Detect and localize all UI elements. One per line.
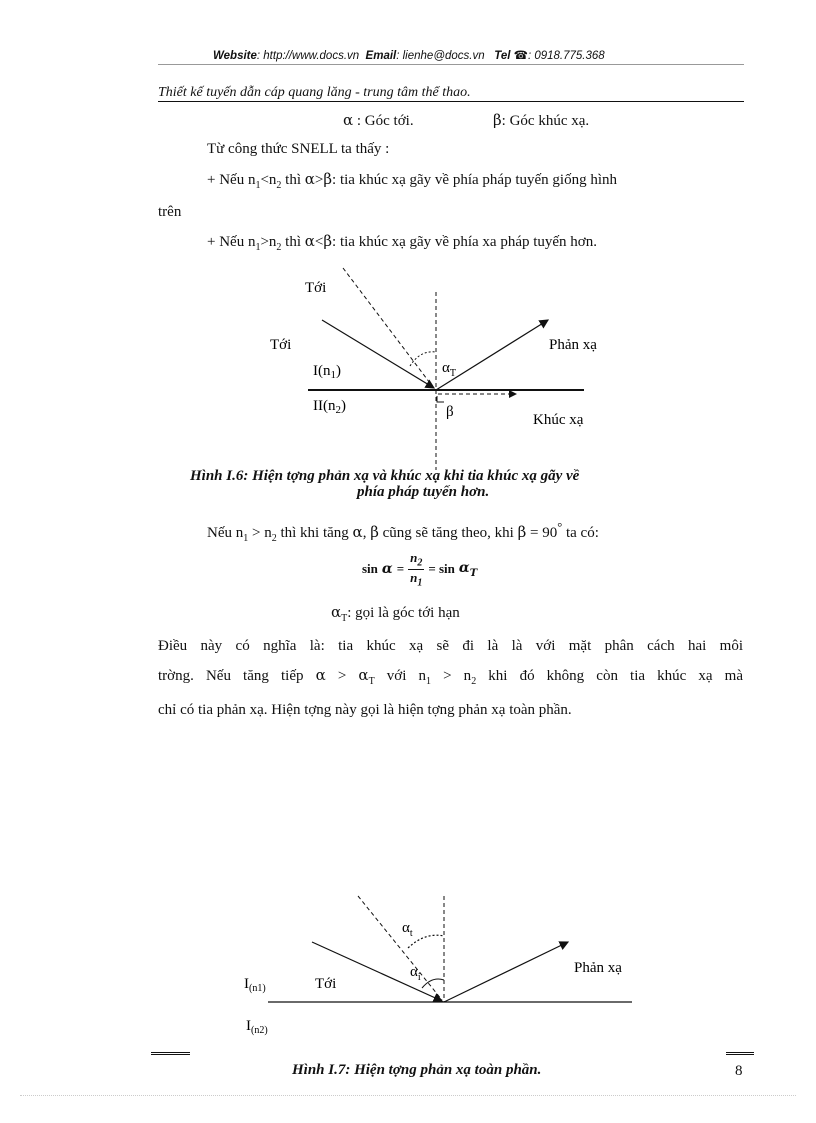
email-value[interactable]: : lienhe@docs.vn [396, 50, 485, 62]
tel-value: : 0918.775.368 [527, 50, 605, 62]
label-alpha-i-2: $\alpha_i$ [410, 964, 421, 983]
subheader: Thiết kế tuyến dẫn cáp quang lăng - trung tâm thể thao. [158, 85, 471, 100]
alpha-description: : Góc tới. [356, 113, 414, 129]
right-angle-mark [437, 396, 444, 402]
beta-symbol: β [493, 111, 502, 129]
label-beta: β [446, 404, 454, 420]
snell-intro: Từ công thức SNELL ta thấy : [207, 141, 390, 157]
critical-angle-sentence: Nếu $n_1 > n_2$ thì khi tăng α, β cũng sẽ tăng theo, khi β = 90° ta có: [207, 520, 599, 544]
label-alpha-t-2: $\alpha_t$ [402, 920, 413, 939]
total-reflection-paragraph [158, 632, 743, 725]
beta-description: : Góc khúc xạ. [501, 113, 590, 129]
label-medium-1-2: $I_{(n1)}$ [244, 976, 266, 994]
label-refracted: Khúc xạ [533, 412, 584, 428]
reflected-ray [436, 320, 548, 390]
page-bottom-rule [20, 1095, 796, 1096]
label-reflected-2: Phản xạ [574, 960, 622, 976]
footer-left-rule [151, 1052, 190, 1055]
critical-ray-dashed [358, 896, 442, 1000]
figure-total-reflection-diagram [0, 870, 816, 1050]
figure-1-caption-line-2: phía pháp tuyến hơn. [357, 484, 490, 500]
label-alpha-t: $\alpha_T$ [442, 360, 456, 379]
figure-refraction-diagram [0, 0, 816, 480]
paragraph-line-3: chỉ có tia phản xạ. Hiện tợng này gọi là hiện tợng phản xạ toàn phần. [158, 702, 572, 718]
critical-angle-formula: sin α = $\frac{n_2}{n_1}$ = sin $\alpha_T$ [362, 550, 478, 589]
incident-ray-dashed [343, 268, 433, 387]
label-medium-1: $I(n_1)$ [313, 363, 341, 381]
incident-ray-2 [312, 942, 442, 1001]
page-number: 8 [735, 1063, 743, 1079]
label-incident-2: Tới [315, 976, 337, 992]
label-medium-2-2: $I_{(n2)}$ [246, 1018, 268, 1036]
alpha-t-arc [408, 935, 444, 948]
label-incident: Tới [270, 337, 292, 353]
figure-1-caption-line-1: Hình I.6: Hiện tợng phản xạ và khúc xạ khi tia khúc xạ gãy về [190, 468, 580, 484]
critical-angle-definition: $\alpha_T$: gọi là góc tới hạn [331, 603, 460, 624]
label-medium-2: $II(n_2)$ [313, 398, 346, 416]
tel-label: Tel [494, 50, 511, 62]
website-url[interactable]: : http://www.docs.vn [256, 50, 360, 62]
snell-case-1: + Nếu $n_1<n_2$ thì α>β: tia khúc xạ gãy về phía pháp tuyến giống hình [207, 170, 617, 191]
snell-case-1-wrap: trên [158, 204, 182, 220]
footer-right-rule [726, 1052, 754, 1055]
website-label: Website [213, 50, 257, 62]
phone-icon: ☎ [513, 50, 528, 62]
label-incident-top: Tới [305, 280, 327, 296]
alpha-i-arc [422, 979, 444, 988]
alpha-symbol: α [343, 111, 354, 129]
snell-case-2: + Nếu $n_1>n_2$ thì α<β: tia khúc xạ gãy về phía xa pháp tuyến hơn. [207, 232, 597, 253]
reflected-ray-2 [444, 942, 568, 1002]
paragraph-line-2: trờng. Nếu tăng tiếp $\alpha > \alpha_T$ với $n_1 > n_2$ khi đó không còn tia khúc xạ mà [158, 666, 744, 687]
label-reflected: Phản xạ [549, 337, 597, 353]
figure-2-caption: Hình I.7: Hiện tợng phản xạ toàn phần. [292, 1062, 542, 1078]
email-label: Email [365, 50, 397, 62]
alpha-arc [410, 352, 436, 366]
paragraph-line-1: Điều này có nghĩa là: tia khúc xạ sẽ đi là là với mặt phân cách hai môi [158, 638, 743, 654]
